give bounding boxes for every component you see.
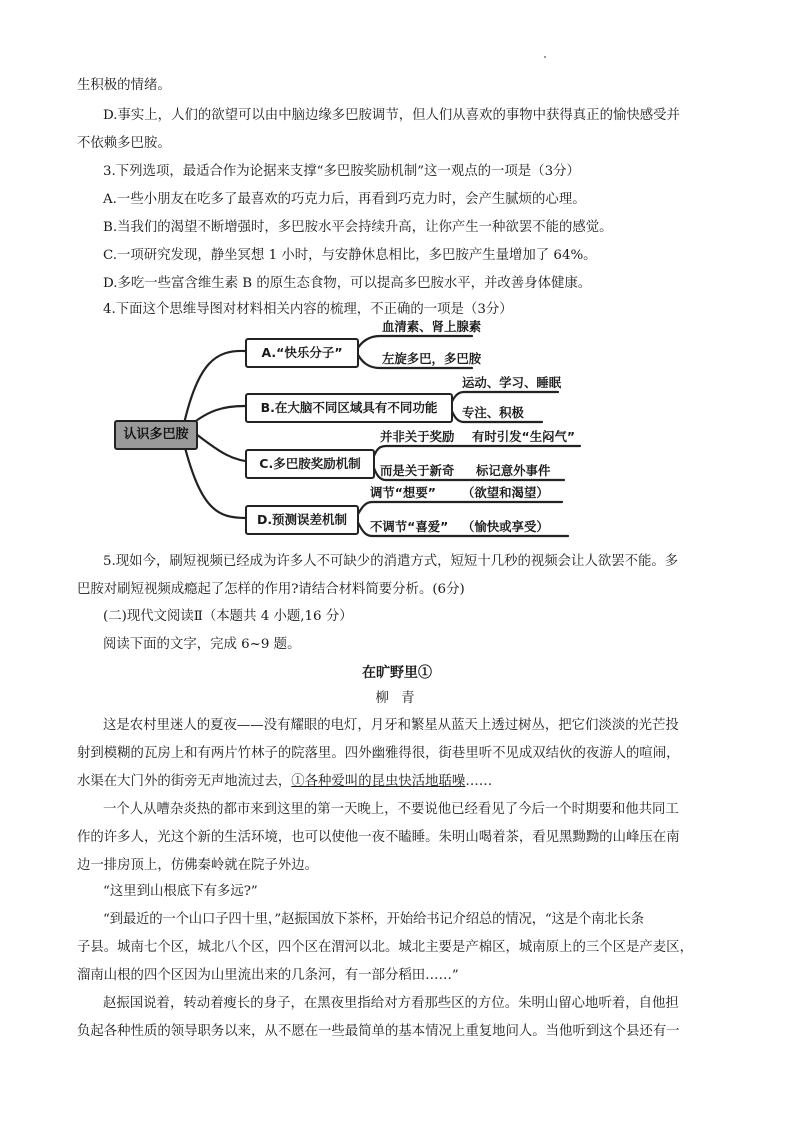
text-line: 不依赖多巴胺。 [77, 136, 171, 151]
underlined-sentence-1: ①各种爱叫的昆虫快活地聒噪 [291, 774, 466, 789]
dialogue-line: “这里到山根底下有多远?” [103, 884, 258, 899]
article-author: 柳 青 [375, 691, 419, 706]
q3-option-d: D.多吃一些富含维生素 B 的原生态食物，可以提高多巴胺水平，并改善身体健康。 [103, 276, 592, 291]
paragraph-line: 一个人从嘈杂炎热的都市来到这里的第一天晚上，不要说他已经看见了今后一个时期要和他共同工 [103, 802, 679, 817]
q3-option-a: A.一些小朋友在吃多了最喜欢的巧克力后，再看到巧克力时，会产生腻烦的心理。 [103, 192, 586, 207]
paragraph-line: 溜南山根的四个区因为山里流出来的几条河，有一部分稻田……” [77, 968, 459, 983]
paragraph-line: 作的许多人，光这个新的生活环境，也可以使他一夜不瞌睡。朱明山喝着茶，看见黑黝黝的山峰压在南 [77, 830, 680, 845]
article-title: 在旷野里① [362, 665, 432, 681]
q3-option-b: B.当我们的渴望不断增强时，多巴胺水平会持续升高，让你产生一种欲罢不能的感觉。 [103, 220, 613, 235]
paragraph-line: 这是农村里迷人的夏夜——没有耀眼的电灯，月牙和繁星从蓝天上透过树丛，把它们淡淡的光芒投 [103, 718, 679, 733]
mind-map-node-a: A.“快乐分子” [245, 338, 359, 368]
paragraph-line: 子县。城南七个区，城北八个区，四个区在渭河以北。城北主要是产棉区，城南原上的三个区是产麦区， [77, 940, 693, 955]
q3-option-c: C.一项研究发现，静坐冥想 1 小时，与安静休息相比，多巴胺产生量增加了 64%。 [103, 248, 597, 263]
paragraph-line: 射到模糊的瓦房上和有两片竹林子的院落里。四外幽雅得很，街巷里听不见成双结伙的夜游人的喧闹， [77, 746, 680, 761]
mind-map-leaf: 血清素、肾上腺素 [382, 319, 482, 334]
mind-map-leaf: 有时引发“生闷气” [472, 429, 576, 444]
instruction: 阅读下面的文字，完成 6~9 题。 [103, 637, 301, 652]
paragraph-line: 赵振国说着，转动着瘦长的身子，在黑夜里指给对方看那些区的方位。朱明山留心地听着，自他担 [103, 996, 679, 1011]
mind-map-leaf: 专注、积极 [462, 405, 524, 420]
paragraph-line: 边一排房顶上，仿佛秦岭就在院子外边。 [77, 858, 319, 873]
mind-map [112, 320, 586, 542]
mind-map-leaf: （欲望和渴望） [462, 485, 549, 500]
mind-map-leaf: 并非关于奖励 [380, 429, 455, 444]
text-line: 巴胺对刷短视频成瘾起了怎样的作用?请结合材料简要分析。(6分) [77, 582, 465, 597]
mind-map-root: 认识多巴胺 [114, 420, 198, 450]
paragraph-line: “到最近的一个山口子四十里，”赵振国放下茶杯，开始给书记介绍总的情况，“这是个南北长条 [103, 912, 644, 927]
mind-map-leaf: 运动、学习、睡眠 [462, 375, 562, 390]
mind-map-leaf: 标记意外事件 [476, 463, 551, 478]
text-segment: …… [465, 774, 493, 789]
question-3: 3.下列选项，最适合作为论据来支撑“多巴胺奖励机制”这一观点的一项是（3分） [103, 164, 580, 179]
paragraph-line: 负起各种性质的领导职务以来，从不愿在一些最简单的基本情况上重复地问人。当他听到这个县还有一 [77, 1024, 680, 1039]
question-4: 4.下面这个思维导图对材料相关内容的梳理，不正确的一项是（3分） [103, 302, 513, 317]
scan-speck [544, 56, 546, 58]
mind-map-leaf: （愉快或享受） [462, 519, 549, 534]
section-heading: (二)现代文阅读Ⅱ（本题共 4 小题,16 分） [103, 609, 353, 624]
option-d-line: D.事实上，人们的欲望可以由中脑边缘多巴胺调节，但人们从喜欢的事物中获得真正的愉快感受并 [103, 108, 680, 123]
text-line: 生积极的情绪。 [77, 78, 171, 93]
mind-map-leaf: 左旋多巴，多巴胺 [382, 351, 482, 366]
mind-map-node-b: B.在大脑不同区域具有不同功能 [245, 393, 453, 423]
mind-map-node-d: D.预测误差机制 [245, 505, 359, 535]
text-segment: 水渠在大门外的街旁无声地流过去， [77, 774, 292, 789]
question-5: 5.现如今，刷短视频已经成为许多人不可缺少的消遣方式，短短十几秒的视频会让人欲罢不能。多 [103, 554, 679, 569]
mind-map-leaf: 而是关于新奇 [380, 463, 455, 478]
mind-map-node-c: C.多巴胺奖励机制 [245, 449, 375, 479]
paragraph-line [77, 768, 719, 796]
mind-map-leaf: 调节“想要” [370, 485, 436, 500]
mind-map-leaf: 不调节“喜爱” [370, 519, 449, 534]
